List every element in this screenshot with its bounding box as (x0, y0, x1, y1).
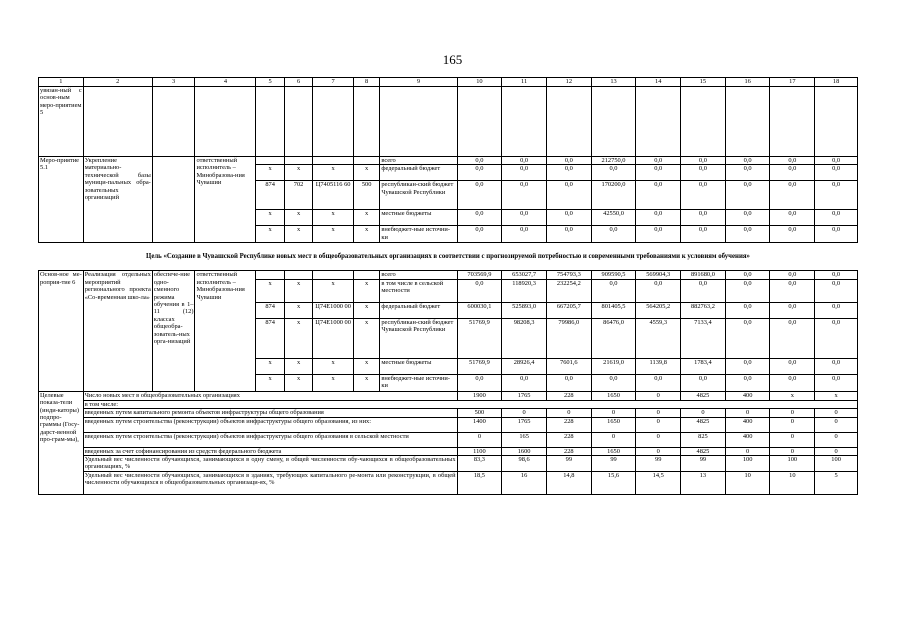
value-cell: 16 (502, 471, 547, 494)
value-cell: 4559,3 (636, 318, 681, 358)
indicator-text: Число новых мест в общеобразовательных организациях (83, 391, 457, 400)
value-cell: 21619,0 (591, 358, 636, 374)
value-cell: 18,5 (457, 471, 502, 494)
value-cell: 42550,0 (591, 210, 636, 226)
value-cell: 98,6 (502, 456, 547, 472)
value-cell: 99 (546, 456, 591, 472)
code-cell: x (284, 210, 312, 226)
column-header: 15 (681, 78, 726, 87)
value-cell: 0 (815, 432, 858, 447)
page-number: 165 (442, 52, 463, 67)
column-header: 2 (83, 78, 152, 87)
empty-cell (380, 87, 457, 157)
value-cell: 0,0 (681, 210, 726, 226)
code-cell (313, 271, 354, 279)
value-cell: 0,0 (457, 181, 502, 210)
code-cell: x (353, 165, 379, 181)
code-cell: x (284, 374, 312, 391)
value-cell: 0,0 (725, 358, 770, 374)
value-cell: 4825 (681, 417, 726, 432)
indicator-row (39, 400, 858, 408)
code-cell (284, 271, 312, 279)
value-cell: 0,0 (725, 226, 770, 243)
indicator-row (39, 447, 858, 455)
header-row (39, 78, 858, 87)
column-header: 14 (636, 78, 681, 87)
value-cell: 0 (815, 417, 858, 432)
indicator-row (39, 456, 858, 472)
table-row (39, 157, 858, 165)
code-cell: x (353, 210, 379, 226)
indicator-row (39, 432, 858, 447)
value-cell: 228 (546, 391, 591, 400)
funding-source: республикан-ский бюджет Чувашской Республики (380, 181, 457, 210)
value-cell: x (815, 391, 858, 400)
value-cell: 0,0 (591, 374, 636, 391)
value-cell: 400 (725, 391, 770, 400)
value-cell: 232254,2 (546, 279, 591, 302)
responsible-executor: ответственный исполнитель – Минобразова-ния Чувашии (195, 157, 256, 243)
value-cell: 100 (770, 456, 815, 472)
indicator-text: Удельный вес численности обучающихся, занимающихся в зданиях, требующих капитального ре-монта или реконструкции, в общей численности обучающихся в общеобразовательных организаци-ях, % (83, 471, 457, 494)
value-cell: 0,0 (725, 271, 770, 279)
value-cell: 667205,7 (546, 302, 591, 318)
value-cell: 0,0 (815, 226, 858, 243)
funding-source: местные бюджеты (380, 358, 457, 374)
value-cell: 0,0 (457, 157, 502, 165)
value-cell: 0,0 (636, 226, 681, 243)
value-cell: 0,0 (636, 374, 681, 391)
value-cell: 0,0 (636, 181, 681, 210)
value-cell: 14,8 (546, 471, 591, 494)
empty-cell (681, 87, 726, 157)
value-cell: 0,0 (457, 374, 502, 391)
indicator-text: введенных путем строительства (реконструкции) объектов инфраструктуры общего образования в сельской местности (83, 432, 457, 447)
value-cell: 99 (636, 456, 681, 472)
value-cell: 79986,0 (546, 318, 591, 358)
event-goal: обеспече-ние одно-сменного режима обучения в 1–11 (12) классах общеобра-зователь-ных орга-низаций (152, 271, 195, 391)
value-cell: 1783,4 (681, 358, 726, 374)
code-cell: Ц74Е1000 00 (313, 302, 354, 318)
value-cell: 0,0 (546, 157, 591, 165)
code-cell: 874 (256, 318, 284, 358)
code-cell: x (256, 210, 284, 226)
value-cell: 0 (457, 432, 502, 447)
event-label: Меро-приятие 5.1 (39, 157, 84, 243)
value-cell: 0,0 (591, 226, 636, 243)
value-cell: 1400 (457, 417, 502, 432)
value-cell: 891680,0 (681, 271, 726, 279)
column-header: 17 (770, 78, 815, 87)
code-cell: Ц7405116 60 (313, 181, 354, 210)
indicator-text: Удельный вес численности обучающихся, занимающихся в одну смену, в общей численности обу-чающихся в общеобразовательных организациях, % (84, 456, 456, 471)
funding-source: местные бюджеты (380, 210, 457, 226)
value-cell: 0,0 (770, 165, 815, 181)
table-row (39, 271, 858, 279)
value-cell: 0,0 (457, 165, 502, 181)
funding-source: федеральный бюджет (380, 302, 457, 318)
value-cell: 14,5 (636, 471, 681, 494)
indicator-row (39, 417, 858, 432)
indicator-row (39, 391, 858, 400)
code-cell: x (284, 226, 312, 243)
code-cell: x (353, 226, 379, 243)
value-cell: 0,0 (591, 279, 636, 302)
value-cell: 0 (636, 409, 681, 417)
value-cell: 882763,2 (681, 302, 726, 318)
value-cell: 0,0 (502, 210, 547, 226)
code-cell: x (256, 226, 284, 243)
value-cell: 0,0 (636, 279, 681, 302)
value-cell: 0,0 (725, 318, 770, 358)
value-cell: 1765 (502, 417, 547, 432)
empty-cell (815, 87, 858, 157)
value-cell: 754793,3 (546, 271, 591, 279)
value-cell: 0,0 (815, 165, 858, 181)
value-cell: 0,0 (502, 157, 547, 165)
indicators-label: Целевые показа-тели (инди-каторы) подпро-граммы (Госу-дарст-венной про-грам-мы), (39, 391, 84, 494)
table-row (39, 87, 858, 157)
code-cell: x (284, 302, 312, 318)
value-cell: 1765 (502, 391, 547, 400)
value-cell: 0,0 (815, 271, 858, 279)
value-cell: 653027,7 (502, 271, 547, 279)
value-cell: 15,6 (591, 471, 636, 494)
code-cell: x (313, 226, 354, 243)
value-cell: 0,0 (636, 210, 681, 226)
value-cell: x (770, 391, 815, 400)
value-cell: 0,0 (502, 226, 547, 243)
column-header: 5 (256, 78, 284, 87)
code-cell (256, 157, 284, 165)
value-cell: 0,0 (770, 318, 815, 358)
column-header: 18 (815, 78, 858, 87)
value-cell: 0,0 (546, 374, 591, 391)
funding-source: внебюджет-ные источни-ки (380, 374, 457, 391)
value-cell: 51769,9 (457, 358, 502, 374)
empty-cell (725, 87, 770, 157)
value-cell: 170200,0 (591, 181, 636, 210)
indicator-row (39, 409, 858, 417)
column-header: 7 (313, 78, 354, 87)
value-cell: 0,0 (457, 279, 502, 302)
code-cell (284, 157, 312, 165)
value-cell: 51769,9 (457, 318, 502, 358)
value-cell: 13 (681, 471, 726, 494)
value-cell: 569904,3 (636, 271, 681, 279)
value-cell: 10 (725, 471, 770, 494)
code-cell: 874 (256, 181, 284, 210)
event-label: увязан-ный с основ-ным меро-приятием 5 (39, 87, 84, 157)
value-cell: 0,0 (681, 279, 726, 302)
value-cell: 0,0 (681, 157, 726, 165)
code-cell: 874 (256, 302, 284, 318)
column-header: 3 (152, 78, 195, 87)
value-cell: 4825 (681, 391, 726, 400)
value-cell: 0,0 (815, 358, 858, 374)
value-cell: 0 (591, 409, 636, 417)
code-cell: x (353, 279, 379, 302)
value-cell: 0,0 (457, 226, 502, 243)
code-cell: x (256, 358, 284, 374)
value-cell: 400 (725, 417, 770, 432)
indicator-text: введенных за счет софинансирования из средств федерального бюджета (83, 447, 457, 455)
value-cell: 0,0 (815, 374, 858, 391)
empty-cell (457, 87, 502, 157)
value-cell: 0,0 (546, 165, 591, 181)
empty-cell (353, 87, 379, 157)
value-cell: 0 (546, 409, 591, 417)
code-cell: Ц74Е1000 00 (313, 318, 354, 358)
value-cell: 0 (770, 417, 815, 432)
value-cell: 0,0 (457, 210, 502, 226)
code-cell: x (353, 302, 379, 318)
code-cell: x (284, 279, 312, 302)
value-cell: 0 (770, 409, 815, 417)
value-cell: 0,0 (725, 165, 770, 181)
funding-source: республикан-ский бюджет Чувашской Республики (380, 318, 457, 358)
budget-table (38, 77, 858, 495)
column-header: 11 (502, 78, 547, 87)
value-cell: 0,0 (815, 318, 858, 358)
indicator-text: в том числе: (83, 400, 857, 408)
funding-source: федеральный бюджет (380, 165, 457, 181)
value-cell: 99 (591, 456, 636, 472)
code-cell: 702 (284, 181, 312, 210)
value-cell: 564205,2 (636, 302, 681, 318)
value-cell: 4825 (681, 447, 726, 455)
code-cell: x (353, 318, 379, 358)
code-cell: 500 (353, 181, 379, 210)
code-cell: x (256, 374, 284, 391)
value-cell: 525893,0 (502, 302, 547, 318)
code-cell: x (284, 358, 312, 374)
value-cell: 909590,5 (591, 271, 636, 279)
value-cell: 0 (636, 432, 681, 447)
value-cell: 99 (681, 456, 726, 472)
value-cell: 0,0 (770, 279, 815, 302)
value-cell: 0 (815, 447, 858, 455)
value-cell: 1900 (457, 391, 502, 400)
column-header: 1 (39, 78, 84, 87)
value-cell: 28926,4 (502, 358, 547, 374)
empty-cell (152, 87, 195, 157)
value-cell: 1650 (591, 417, 636, 432)
value-cell: 0,0 (815, 302, 858, 318)
value-cell: 100 (725, 456, 770, 472)
value-cell: 0,0 (725, 181, 770, 210)
empty-cell (636, 87, 681, 157)
empty-cell (83, 87, 152, 157)
code-cell (353, 157, 379, 165)
code-cell: x (313, 210, 354, 226)
code-cell: x (313, 374, 354, 391)
column-header: 13 (591, 78, 636, 87)
column-header: 12 (546, 78, 591, 87)
event-label: Основ-ное ме-роприя-тие 6 (39, 271, 84, 391)
goal-title: Цель «Создание в Чувашской Республике новых мест в общеобразовательных организациях в соответствии с прогнозируемой потребностью и современными требованиями к условиям обучения» (39, 243, 858, 271)
value-cell: 0,0 (502, 165, 547, 181)
funding-source: в том числе в сельской местности (380, 279, 457, 302)
value-cell: 86476,0 (591, 318, 636, 358)
value-cell: 98208,3 (502, 318, 547, 358)
column-header: 16 (725, 78, 770, 87)
value-cell: 0,0 (815, 181, 858, 210)
value-cell: 0,0 (770, 157, 815, 165)
value-cell: 0,0 (546, 210, 591, 226)
empty-cell (195, 87, 256, 157)
empty-cell (502, 87, 547, 157)
value-cell: 825 (681, 432, 726, 447)
value-cell: 0 (636, 391, 681, 400)
value-cell: 0 (636, 417, 681, 432)
code-cell: x (284, 318, 312, 358)
value-cell: 0,0 (502, 181, 547, 210)
code-cell: x (353, 374, 379, 391)
value-cell: 703569,9 (457, 271, 502, 279)
value-cell: 0,0 (770, 358, 815, 374)
value-cell: 10 (770, 471, 815, 494)
value-cell: 0,0 (546, 181, 591, 210)
value-cell: 0 (636, 447, 681, 455)
value-cell: 165 (502, 432, 547, 447)
code-cell: x (284, 165, 312, 181)
value-cell: 0,0 (636, 165, 681, 181)
code-cell: x (313, 279, 354, 302)
code-cell: x (256, 279, 284, 302)
value-cell: 0 (770, 447, 815, 455)
value-cell: 1139,8 (636, 358, 681, 374)
column-header: 6 (284, 78, 312, 87)
value-cell: 0,0 (770, 271, 815, 279)
value-cell: 100 (815, 456, 858, 472)
value-cell: 1600 (502, 447, 547, 455)
funding-source: внебюджет-ные источни-ки (380, 226, 457, 243)
value-cell: 0 (681, 409, 726, 417)
value-cell: 0 (725, 409, 770, 417)
indicator-text: введенных путем строительства (реконструкции) объектов инфраструктуры общего образования, из них: (83, 417, 457, 432)
value-cell: 0,0 (770, 374, 815, 391)
value-cell: 5 (815, 471, 858, 494)
value-cell: 0,0 (681, 181, 726, 210)
value-cell: 0 (725, 447, 770, 455)
indicator-text: введенных путем капитального ремонта объектов инфраструктуры общего образования (83, 409, 457, 417)
value-cell: 1650 (591, 447, 636, 455)
value-cell: 0,0 (815, 157, 858, 165)
indicator-row (39, 471, 858, 494)
code-cell: x (313, 358, 354, 374)
funding-source: всего (380, 157, 457, 165)
empty-cell (256, 87, 284, 157)
value-cell: 212750,0 (591, 157, 636, 165)
event-title: Укрепление материально-технической базы муници-пальных обра-зовательных организаций (83, 157, 152, 243)
value-cell: 1100 (457, 447, 502, 455)
value-cell: 801405,5 (591, 302, 636, 318)
event-goal (152, 157, 195, 243)
value-cell: 1650 (591, 391, 636, 400)
value-cell: 7601,6 (546, 358, 591, 374)
code-cell: x (353, 358, 379, 374)
value-cell: 7133,4 (681, 318, 726, 358)
column-header: 4 (195, 78, 256, 87)
empty-cell (591, 87, 636, 157)
empty-cell (546, 87, 591, 157)
code-cell (313, 157, 354, 165)
value-cell: 0,0 (815, 210, 858, 226)
value-cell: 83,3 (457, 456, 502, 472)
value-cell: 0,0 (681, 374, 726, 391)
value-cell: 0,0 (681, 165, 726, 181)
value-cell: 0,0 (725, 157, 770, 165)
value-cell: 0,0 (591, 165, 636, 181)
value-cell: 0,0 (770, 210, 815, 226)
empty-cell (770, 87, 815, 157)
value-cell: 0,0 (815, 279, 858, 302)
column-header: 10 (457, 78, 502, 87)
value-cell: 0 (502, 409, 547, 417)
value-cell: 0,0 (770, 181, 815, 210)
event-title: Реализация отдельных мероприятий регионального проекта «Со-временная шко-ла» (83, 271, 152, 391)
value-cell: 0,0 (725, 302, 770, 318)
value-cell: 0,0 (770, 302, 815, 318)
value-cell: 500 (457, 409, 502, 417)
value-cell: 0,0 (725, 374, 770, 391)
funding-source: всего (380, 271, 457, 279)
value-cell: 228 (546, 447, 591, 455)
value-cell: 228 (546, 417, 591, 432)
value-cell: 0,0 (725, 279, 770, 302)
value-cell: 0,0 (681, 226, 726, 243)
value-cell: 0,0 (636, 157, 681, 165)
value-cell: 228 (546, 432, 591, 447)
value-cell: 400 (725, 432, 770, 447)
code-cell: x (256, 165, 284, 181)
value-cell: 0 (591, 432, 636, 447)
empty-cell (313, 87, 354, 157)
value-cell: 0 (815, 409, 858, 417)
column-header: 9 (380, 78, 457, 87)
value-cell: 0,0 (770, 226, 815, 243)
empty-cell (284, 87, 312, 157)
value-cell: 0,0 (546, 226, 591, 243)
value-cell: 0 (770, 432, 815, 447)
code-cell (353, 271, 379, 279)
code-cell (256, 271, 284, 279)
value-cell: 118920,3 (502, 279, 547, 302)
goal-row (39, 243, 858, 271)
column-header: 8 (353, 78, 379, 87)
code-cell: x (313, 165, 354, 181)
responsible-executor: ответственный исполнитель – Минобразова-ния Чувашии (195, 271, 256, 391)
value-cell: 0,0 (502, 374, 547, 391)
value-cell: 600030,1 (457, 302, 502, 318)
value-cell: 0,0 (725, 210, 770, 226)
